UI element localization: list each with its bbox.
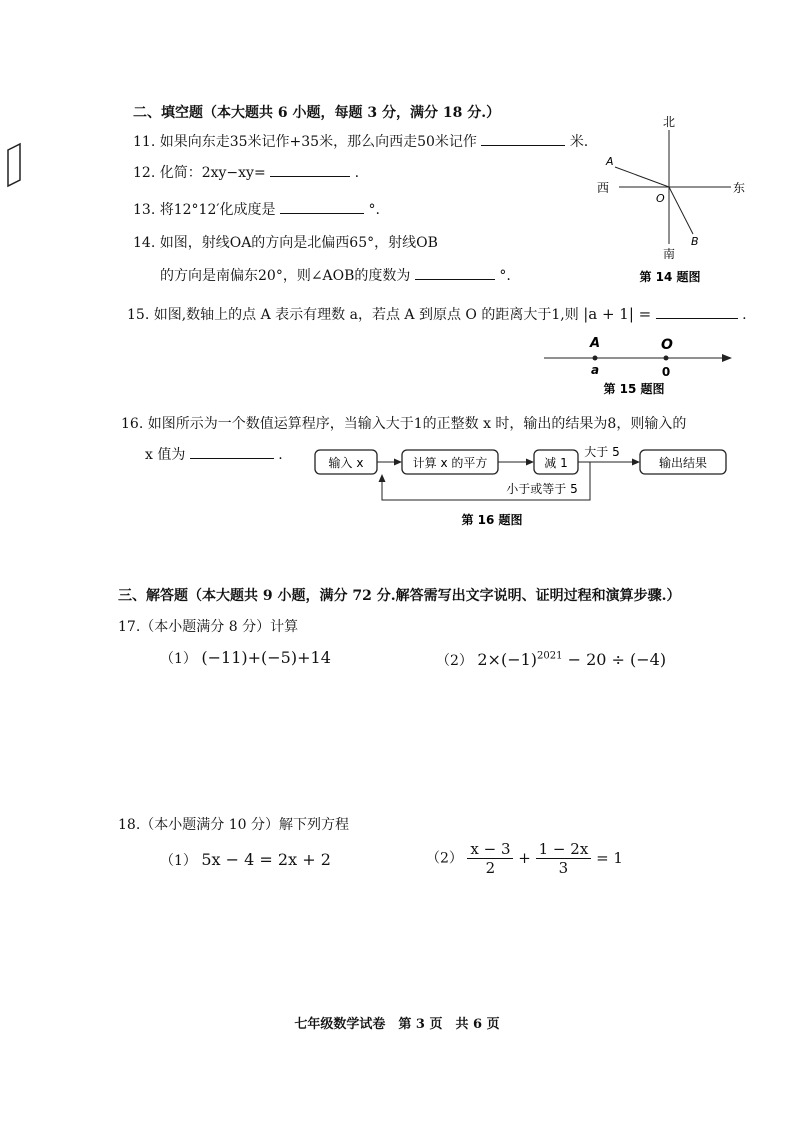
question-14-line2 xyxy=(160,265,511,285)
box-subtract-label: 减 1 xyxy=(544,456,568,470)
gt-label: 大于 5 xyxy=(584,445,620,459)
ray-oa xyxy=(615,167,669,187)
page-footer: 七年级数学试卷 第 3 页 共 6 页 xyxy=(294,1017,500,1032)
origin-label: O xyxy=(656,192,665,205)
q12-tail: . xyxy=(354,165,360,181)
figure-14-compass xyxy=(585,112,755,292)
origin-label: O xyxy=(661,337,673,353)
binding-mark xyxy=(4,140,26,188)
q11-answer-blank[interactable] xyxy=(481,131,565,146)
question-16-line1 xyxy=(121,413,686,433)
equals-one: = 1 xyxy=(596,848,623,867)
plus-sign: + xyxy=(518,848,531,867)
q14-number: 14. xyxy=(133,235,156,251)
south-label: 南 xyxy=(662,247,676,261)
q18-part1 xyxy=(160,850,331,870)
q14-answer-blank[interactable] xyxy=(415,265,495,280)
q17-part2-base: 2×(−1) xyxy=(477,650,538,669)
q15-expression: |a + 1| = xyxy=(583,305,652,323)
q18-part1-label: （1） xyxy=(160,853,197,869)
q13-answer-blank[interactable] xyxy=(280,199,364,214)
q17-part2 xyxy=(436,650,666,670)
question-18-head xyxy=(118,814,349,834)
q16-tail: . xyxy=(278,447,283,463)
fraction-2 xyxy=(536,840,592,877)
loop-arrow-head-icon xyxy=(379,474,386,482)
q17-head-text: （本小题满分 8 分）计算 xyxy=(140,619,299,635)
q18-part2 xyxy=(426,840,623,877)
q13-text: 将12°12′化成度是 xyxy=(159,202,276,218)
origin-value: 0 xyxy=(661,365,671,379)
q11-number: 11. xyxy=(133,134,156,150)
figure-16-caption: 第 16 题图 xyxy=(461,513,523,527)
q17-part2-rest: − 20 ÷ (−4) xyxy=(562,650,667,669)
q16-answer-blank[interactable] xyxy=(190,444,274,459)
le-label: 小于或等于 5 xyxy=(506,482,578,496)
q14-tail: °. xyxy=(499,268,511,284)
section2-title: 二、填空题（本大题共 6 小题，每题 3 分，满分 18 分.） xyxy=(133,105,501,121)
q18-part2-expression xyxy=(467,840,623,877)
section3-title: 三、解答题（本大题共 9 小题，满分 72 分.解答需写出文字说明、证明过程和演算步骤.） xyxy=(118,588,681,604)
point-b-label: B xyxy=(691,235,699,248)
question-15 xyxy=(127,304,747,324)
fraction-1 xyxy=(467,840,513,877)
figure-15-caption: 第 15 题图 xyxy=(603,382,665,396)
box-input-label: 输入 x xyxy=(328,456,364,470)
fraction-2-numerator: 1 − 2x xyxy=(536,840,592,859)
q15-text: 如图,数轴上的点 A 表示有理数 a，若点 A 到原点 O 的距离大于1,则 xyxy=(153,307,579,323)
east-label: 东 xyxy=(732,181,746,195)
q14-text-1: 如图，射线OA的方向是北偏西65°，射线OB xyxy=(159,235,438,251)
q13-tail: °. xyxy=(368,202,380,218)
q16-text-2: x 值为 xyxy=(145,447,186,463)
fraction-2-denominator: 3 xyxy=(558,859,569,877)
arrow-2-head-icon xyxy=(526,459,534,466)
question-17-head xyxy=(118,616,298,636)
q18-number: 18. xyxy=(118,817,141,833)
question-12 xyxy=(133,162,359,182)
figure-16-flowchart xyxy=(310,440,740,532)
q12-answer-blank[interactable] xyxy=(270,162,350,177)
q12-number: 12. xyxy=(133,165,156,181)
axis-arrow-icon xyxy=(722,354,732,362)
q16-number: 16. xyxy=(121,416,144,432)
q17-part1-expression: (−11)+(−5)+14 xyxy=(201,648,331,667)
q13-number: 13. xyxy=(133,202,156,218)
ray-ob xyxy=(669,187,693,234)
q11-tail: 米. xyxy=(569,134,589,150)
q18-part2-label: （2） xyxy=(426,850,463,867)
point-a-value: a xyxy=(590,363,600,377)
q17-part1-label: （1） xyxy=(160,651,197,667)
q17-number: 17. xyxy=(118,619,141,635)
figure-15-number-line xyxy=(540,330,740,400)
box-output-label: 输出结果 xyxy=(658,456,708,470)
question-14-line1 xyxy=(133,232,438,252)
box-square-label: 计算 x 的平方 xyxy=(412,456,488,470)
q11-text: 如果向东走35米记作+35米，那么向西走50米记作 xyxy=(159,134,477,150)
north-label: 北 xyxy=(662,115,676,129)
q15-number: 15. xyxy=(127,307,150,323)
question-11 xyxy=(133,131,588,151)
question-13 xyxy=(133,199,380,219)
figure-14-caption: 第 14 题图 xyxy=(639,270,701,284)
q17-part2-exponent: 2021 xyxy=(537,650,563,662)
q14-text-2: 的方向是南偏东20°，则∠AOB的度数为 xyxy=(160,268,411,284)
q15-answer-blank[interactable] xyxy=(656,304,738,319)
arrow-1-head-icon xyxy=(394,459,402,466)
point-a-label: A xyxy=(606,155,614,168)
q17-part2-label: （2） xyxy=(436,653,473,669)
q17-part2-expression xyxy=(477,650,666,669)
point-a-dot xyxy=(593,356,598,361)
fraction-1-denominator: 2 xyxy=(485,859,496,877)
west-label: 西 xyxy=(596,181,610,195)
arrow-3-head-icon xyxy=(632,459,640,466)
q18-head-text: （本小题满分 10 分）解下列方程 xyxy=(140,817,349,833)
point-a-label: A xyxy=(589,336,601,351)
question-16-line2 xyxy=(145,444,283,464)
q16-text-1: 如图所示为一个数值运算程序，当输入大于1的正整数 x 时，输出的结果为8，则输入的 xyxy=(147,416,687,432)
q17-part1 xyxy=(160,648,331,668)
fraction-1-numerator: x − 3 xyxy=(467,840,513,859)
q12-text: 化简：2xy−xy= xyxy=(159,165,266,181)
q18-part1-expression: 5x − 4 = 2x + 2 xyxy=(201,850,331,869)
q15-tail: . xyxy=(742,307,747,323)
origin-dot xyxy=(664,356,669,361)
